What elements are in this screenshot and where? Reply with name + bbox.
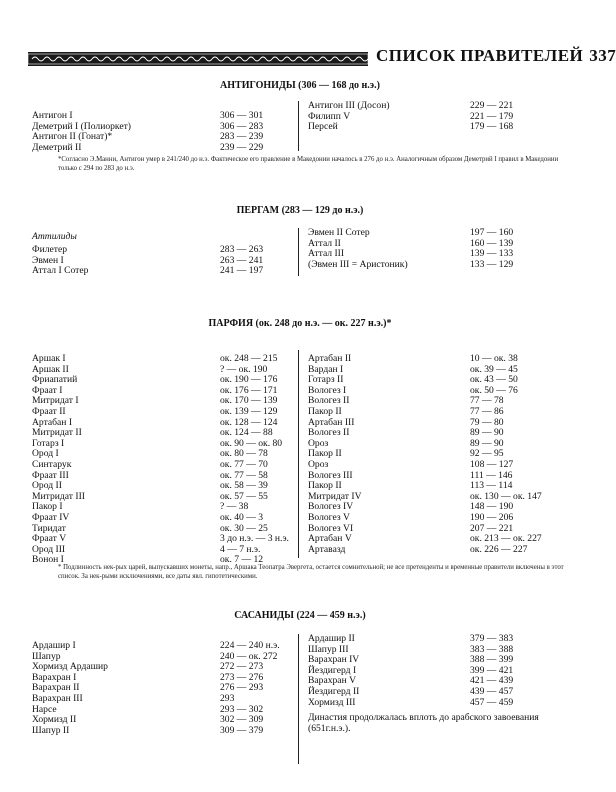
ruler-name: Варахран III	[32, 692, 83, 704]
header-title: СПИСОК ПРАВИТЕЛЕЙ	[376, 46, 584, 65]
ruler-name: Эвмен II Сотер	[308, 227, 370, 238]
ruler-dates: ок. 40 — 3	[220, 511, 264, 523]
section-title-sassanids: САСАНИДЫ (224 — 459 н.э.)	[234, 610, 366, 621]
page-number: 337	[589, 46, 616, 65]
ruler-dates: 111 — 146	[470, 469, 513, 481]
ruler-row	[308, 439, 578, 450]
ruler-row	[32, 694, 292, 705]
ruler-name: Йездигерд II	[308, 685, 360, 697]
ruler-dates: 283 — 263	[220, 244, 264, 255]
ruler-dates: 92 — 95	[470, 448, 504, 460]
ruler-dates: 457 — 459	[470, 696, 514, 708]
ruler-name: Фраат V	[32, 533, 67, 545]
ruler-name: Фраат IV	[32, 511, 70, 523]
ruler-dates: 293 — 302	[220, 703, 264, 715]
pergamon-dynasty-heading: Аттилиды	[32, 231, 77, 242]
ruler-row	[308, 112, 578, 123]
ruler-dates: ок. 50 — 76	[470, 384, 518, 396]
ruler-row	[308, 428, 578, 439]
ruler-row	[32, 266, 292, 277]
ruler-name: Артабан II	[308, 353, 352, 364]
antigonids-left-column	[32, 111, 292, 153]
ruler-dates: 229 — 221	[470, 100, 514, 111]
ruler-name: Аттал I Сотер	[32, 265, 89, 277]
ruler-name: Готарз I	[32, 437, 65, 449]
ruler-dates: 133 — 129	[470, 258, 514, 270]
section-title-parthia: ПАРФИЯ (ок. 248 до н.э. — ок. 227 н.э.)*	[208, 318, 392, 329]
ruler-name: Митридат IV	[308, 490, 362, 502]
ruler-name: Фраат II	[32, 405, 66, 417]
ruler-name: Митридат I	[32, 395, 79, 407]
ruler-dates: ок. 39 — 45	[470, 363, 518, 375]
ruler-row	[32, 111, 292, 122]
ruler-name: Ород I	[32, 448, 59, 460]
ruler-dates: ? — 38	[220, 501, 249, 513]
ruler-name: Готарз II	[308, 374, 344, 386]
ruler-row	[32, 460, 292, 471]
ruler-name: Вологез I	[308, 384, 347, 396]
ruler-dates: ок. 213 — ок. 227	[470, 533, 542, 545]
ruler-name: Вологез IV	[308, 501, 354, 513]
ruler-dates: ок. 248 — 215	[220, 353, 278, 364]
ruler-name: Аршак I	[32, 353, 66, 364]
ruler-dates: 439 — 457	[470, 685, 514, 697]
ruler-dates: ок. 90 — ок. 80	[220, 437, 283, 449]
ruler-dates: ок. 80 — 78	[220, 448, 268, 460]
ruler-dates: ок. 128 — 124	[220, 416, 278, 428]
antigonids-footnote: *Согласно Э.Манни, Антигон умер в 241/240 до н.э. Фактическое его правление в Македонии началось в 276 до н.э. Аналогичным образом Деметрий I правил в Македонии только с 294 по 283 до н.э.	[58, 156, 559, 172]
ruler-dates: 77 — 86	[470, 405, 504, 417]
ruler-dates: ? — ок. 190	[220, 363, 268, 375]
ruler-name: Антигон I	[32, 110, 73, 121]
ruler-dates: ок. 43 — 50	[470, 374, 518, 386]
ruler-row	[308, 687, 578, 698]
ruler-dates: ок. 124 — 88	[220, 427, 273, 439]
parthia-left-column	[32, 354, 292, 566]
pergamon-right-column	[308, 228, 578, 270]
ruler-name: Эвмен I	[32, 254, 64, 266]
ruler-name: Пакор II	[308, 405, 342, 417]
ruler-dates: ок. 57 — 55	[220, 490, 268, 502]
ruler-row	[308, 634, 578, 645]
ruler-row	[308, 101, 578, 112]
ruler-row	[308, 534, 578, 545]
ruler-row	[308, 513, 578, 524]
ruler-name: Йездигерд I	[308, 664, 357, 676]
ruler-dates: 3 до н.э. — 3 н.э.	[220, 533, 289, 545]
ruler-name: Митридат III	[32, 490, 85, 502]
ruler-name: Филипп V	[308, 110, 351, 122]
pergamon-left-heading-wrap	[32, 232, 292, 243]
ruler-name: Нарсе	[32, 703, 57, 715]
ruler-name: Синтарук	[32, 458, 72, 470]
ruler-dates: ок. 77 — 70	[220, 458, 268, 470]
ruler-dates: 272 — 273	[220, 661, 264, 673]
ruler-name: Артабан I	[32, 416, 73, 428]
ruler-name: Шапур II	[32, 724, 70, 736]
ruler-name: Шапур	[32, 650, 61, 662]
ruler-dates: 293	[220, 692, 235, 704]
ruler-dates: 399 — 421	[470, 664, 514, 676]
ruler-name: Хормизд Ардашир	[32, 661, 108, 673]
ruler-dates: 89 — 90	[470, 427, 504, 439]
ruler-name: Ороз	[308, 458, 329, 470]
ruler-row	[308, 122, 578, 133]
ruler-name: Ород III	[32, 543, 66, 555]
section-title-pergamon: ПЕРГАМ (283 — 129 до н.э.)	[236, 205, 364, 216]
ruler-dates: 221 — 179	[470, 110, 514, 122]
ruler-dates: 383 — 388	[470, 643, 514, 655]
ruler-dates: ок. 226 — 227	[470, 543, 528, 555]
ruler-row	[308, 460, 578, 471]
ornamental-header-band	[28, 52, 368, 66]
ruler-dates: 10 — ок. 38	[470, 353, 518, 364]
ruler-row	[308, 354, 578, 365]
page-header	[376, 46, 616, 70]
ruler-row	[308, 365, 578, 376]
ruler-row	[308, 698, 578, 709]
ruler-name: Фраат III	[32, 469, 69, 481]
ruler-dates: 239 — 229	[220, 141, 264, 153]
ruler-dates: 283 — 239	[220, 131, 264, 143]
pergamon-left-column	[32, 245, 292, 277]
ruler-name: Ороз	[308, 437, 329, 449]
ruler-name: Хормизд III	[308, 696, 356, 708]
ruler-name: Персей	[308, 121, 338, 133]
ruler-name: Пакор I	[32, 501, 63, 513]
ruler-dates: 79 — 80	[470, 416, 504, 428]
ruler-row	[32, 354, 292, 365]
ruler-name: Антигон III (Досон)	[308, 100, 390, 111]
ruler-name: Митридат II	[32, 427, 82, 439]
ruler-row	[32, 641, 292, 652]
ruler-name: Фриапатий	[32, 374, 78, 386]
ruler-row	[32, 143, 292, 154]
ruler-row	[32, 245, 292, 256]
column-divider	[298, 634, 299, 764]
ruler-name: Хормизд II	[32, 714, 77, 726]
ruler-name: Вологез II	[308, 427, 350, 439]
ruler-dates: 302 — 309	[220, 714, 264, 726]
ruler-name: Фраат I	[32, 384, 63, 396]
ruler-row	[308, 471, 578, 482]
ruler-dates: 179 — 168	[470, 121, 514, 133]
ruler-row	[308, 396, 578, 407]
ruler-dates: ок. 7 — 12	[220, 554, 264, 566]
parthia-footnote: * Подлинность нек-рых царей, выпускавших монеты, напр., Аршака Теопатра Эвергета, остается сомнительной; не все претенденты и временные правители включены в этот список. За нек-рыми исключениями, все даты явл. гипотетическими.	[58, 564, 564, 580]
ruler-dates: ок. 190 — 176	[220, 374, 278, 386]
ruler-dates: 276 — 293	[220, 682, 264, 694]
ruler-row	[308, 545, 578, 556]
ruler-name: Вонон I	[32, 554, 64, 566]
ruler-name: Вологез II	[308, 395, 350, 407]
ruler-row	[32, 513, 292, 524]
ruler-name: Деметрий I (Полиоркет)	[32, 120, 131, 132]
ruler-row	[308, 239, 578, 250]
ruler-row	[32, 407, 292, 418]
ruler-dates: 207 — 221	[470, 522, 514, 534]
ruler-row	[308, 375, 578, 386]
ruler-name: Артабан V	[308, 533, 352, 545]
ruler-name: Варахран II	[32, 682, 80, 694]
ruler-name: Пакор II	[308, 448, 342, 460]
ruler-name: Вологез V	[308, 511, 350, 523]
sassanids-dynasty-note: Династия продолжалась вплоть до арабского завоевания (651г.н.э.).	[308, 712, 539, 734]
ruler-row	[308, 260, 578, 271]
ruler-dates: 309 — 379	[220, 724, 264, 736]
ruler-dates: 241 — 197	[220, 265, 264, 277]
column-divider	[298, 101, 299, 151]
ruler-name: Вологез VI	[308, 522, 354, 534]
ruler-dates: 224 — 240 н.э.	[220, 640, 280, 651]
ruler-dates: 77 — 78	[470, 395, 504, 407]
ruler-dates: 306 — 301	[220, 110, 264, 121]
ruler-name: Шапур III	[308, 643, 349, 655]
ruler-dates: ок. 58 — 39	[220, 480, 268, 492]
ruler-dates: 148 — 190	[470, 501, 514, 513]
ruler-dates: 113 — 114	[470, 480, 513, 492]
ruler-dates: 263 — 241	[220, 254, 264, 266]
ruler-name: Аршак II	[32, 363, 69, 375]
column-divider	[298, 350, 299, 558]
ruler-dates: 240 — ок. 272	[220, 650, 278, 662]
ruler-name: Деметрий II	[32, 141, 82, 153]
antigonids-right-column	[308, 101, 578, 133]
ruler-dates: ок. 130 — ок. 147	[470, 490, 542, 502]
ruler-dates: 108 — 127	[470, 458, 514, 470]
ruler-dates: 197 — 160	[470, 227, 514, 238]
ruler-name: Аттал III	[308, 248, 345, 260]
ruler-name: Пакор II	[308, 480, 342, 492]
ruler-row	[308, 228, 578, 239]
ruler-row	[308, 449, 578, 460]
ruler-name: Варахран V	[308, 675, 357, 687]
ruler-dates: 139 — 133	[470, 248, 514, 260]
sassanids-left-column	[32, 641, 292, 736]
ruler-name: Ардашир II	[308, 633, 355, 644]
ruler-dates: 160 — 139	[470, 237, 514, 249]
sassanids-right-column	[308, 634, 578, 708]
ruler-dates: ок. 30 — 25	[220, 522, 268, 534]
ruler-dates: 306 — 283	[220, 120, 264, 132]
ruler-name: Вологез III	[308, 469, 353, 481]
ruler-dates: ок. 139 — 129	[220, 405, 278, 417]
ruler-name: Антигон II (Гонат)*	[32, 131, 113, 143]
ruler-dates: 190 — 206	[470, 511, 514, 523]
ruler-name: Филетер	[32, 244, 68, 255]
ruler-dates: 421 — 439	[470, 675, 514, 687]
ruler-dates: 273 — 276	[220, 671, 264, 683]
ruler-name: Ород II	[32, 480, 62, 492]
ruler-name: Аттал II	[308, 237, 341, 249]
section-title-antigonids: АНТИГОНИДЫ (306 — 168 до н.э.)	[220, 80, 380, 91]
ruler-dates: 4 — 7 н.э.	[220, 543, 261, 555]
parthia-right-column	[308, 354, 578, 555]
ruler-dates: ок. 176 — 171	[220, 384, 278, 396]
ruler-name: (Эвмен III = Аристоник)	[308, 258, 408, 270]
ruler-row	[308, 407, 578, 418]
ruler-name: Тиридат	[32, 522, 66, 534]
ruler-name: Артавазд	[308, 543, 346, 555]
column-divider	[298, 228, 299, 276]
ruler-dates: 379 — 383	[470, 633, 514, 644]
ruler-name: Артабан III	[308, 416, 355, 428]
ruler-dates: 388 — 399	[470, 654, 514, 666]
ruler-name: Ардашир I	[32, 640, 76, 651]
ruler-name: Варахран IV	[308, 654, 360, 666]
ruler-dates: 89 — 90	[470, 437, 504, 449]
ruler-row	[32, 726, 292, 737]
ruler-dates: ок. 170 — 139	[220, 395, 278, 407]
ruler-dates: ок. 77 — 58	[220, 469, 268, 481]
ruler-name: Варахран I	[32, 671, 77, 683]
ruler-row	[32, 492, 292, 503]
ruler-name: Вардан I	[308, 363, 344, 375]
